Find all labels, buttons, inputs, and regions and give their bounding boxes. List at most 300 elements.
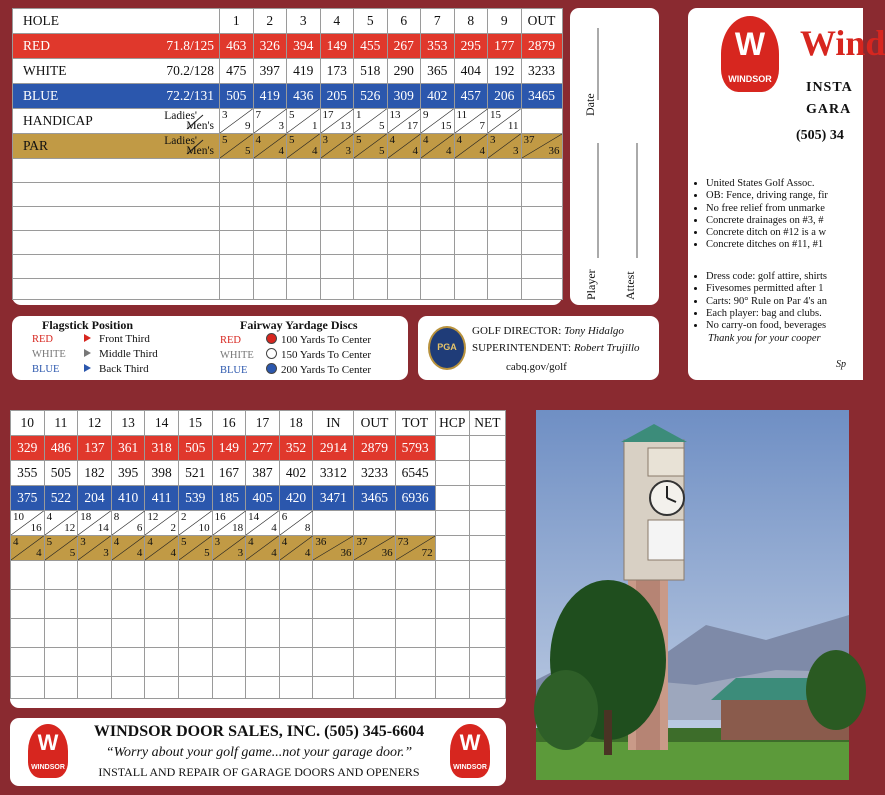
white-tee-label-cell bbox=[13, 59, 220, 84]
score-cell[interactable] bbox=[287, 207, 321, 231]
net-cell[interactable] bbox=[469, 486, 505, 511]
par-in-cell-ladies: 36 bbox=[315, 536, 327, 548]
score-cell[interactable] bbox=[320, 159, 354, 183]
score-cell[interactable] bbox=[421, 207, 455, 231]
score-cell[interactable] bbox=[246, 677, 280, 699]
score-cell[interactable] bbox=[220, 159, 254, 183]
score-cell[interactable] bbox=[354, 561, 395, 590]
back-par-row bbox=[11, 536, 506, 561]
score-cell[interactable] bbox=[220, 231, 254, 255]
score-cell[interactable] bbox=[435, 619, 469, 648]
disc-row bbox=[220, 333, 371, 348]
score-cell[interactable] bbox=[354, 255, 388, 279]
windsor-logo bbox=[721, 16, 779, 92]
blue-tee-row bbox=[13, 84, 563, 109]
score-cell[interactable] bbox=[220, 255, 254, 279]
blue-yardage: 539 bbox=[178, 486, 212, 511]
score-cell[interactable] bbox=[253, 279, 287, 300]
white-in-total: 3312 bbox=[313, 461, 354, 486]
hcp-cell[interactable] bbox=[435, 461, 469, 486]
score-cell[interactable] bbox=[435, 677, 469, 699]
score-cell[interactable] bbox=[521, 279, 562, 300]
pga-logo bbox=[428, 326, 466, 370]
score-cell[interactable] bbox=[387, 207, 421, 231]
white-yardage: 192 bbox=[488, 59, 522, 84]
red-yardage: 267 bbox=[387, 34, 421, 59]
score-cell[interactable] bbox=[313, 561, 354, 590]
score-cell[interactable] bbox=[387, 159, 421, 183]
net-cell[interactable] bbox=[469, 436, 505, 461]
score-cell[interactable] bbox=[11, 619, 45, 648]
score-cell[interactable] bbox=[220, 207, 254, 231]
par-mens-label: Men's bbox=[186, 144, 214, 157]
score-cell[interactable] bbox=[178, 590, 212, 619]
score-cell[interactable] bbox=[253, 159, 287, 183]
footer-logo-left-text: WINDSOR bbox=[31, 764, 65, 771]
score-row bbox=[13, 279, 563, 300]
par-cell-ladies: 4 bbox=[456, 134, 462, 146]
score-cell[interactable] bbox=[13, 231, 220, 255]
score-cell[interactable] bbox=[435, 590, 469, 619]
white-yardage: 505 bbox=[44, 461, 78, 486]
score-cell[interactable] bbox=[488, 207, 522, 231]
handicap-cell-mens: 8 bbox=[304, 522, 311, 534]
hole-number: 4 bbox=[320, 9, 354, 34]
score-cell[interactable] bbox=[246, 561, 280, 590]
score-cell[interactable] bbox=[287, 279, 321, 300]
score-cell[interactable] bbox=[78, 648, 112, 677]
hole-number: 8 bbox=[454, 9, 488, 34]
handicap-cell-ladies: 15 bbox=[490, 109, 501, 121]
score-cell[interactable] bbox=[78, 619, 112, 648]
score-cell[interactable] bbox=[11, 677, 45, 699]
score-cell[interactable] bbox=[387, 183, 421, 207]
par-in-cell bbox=[313, 536, 354, 561]
hole-number: 2 bbox=[253, 9, 287, 34]
handicap-label-cell bbox=[13, 109, 220, 134]
handicap-cell-ladies: 14 bbox=[248, 511, 260, 523]
score-cell[interactable] bbox=[488, 159, 522, 183]
score-cell[interactable] bbox=[454, 255, 488, 279]
score-cell[interactable] bbox=[320, 255, 354, 279]
score-cell[interactable] bbox=[454, 231, 488, 255]
par-cell-mens: 4 bbox=[278, 145, 284, 157]
score-cell[interactable] bbox=[246, 590, 280, 619]
blue-yardage: 505 bbox=[220, 84, 254, 109]
rule-item: • Fivesomes permitted after 1 bbox=[706, 283, 827, 295]
score-cell[interactable] bbox=[469, 619, 505, 648]
score-cell[interactable] bbox=[488, 255, 522, 279]
score-cell[interactable] bbox=[320, 231, 354, 255]
blue-yardage: 411 bbox=[145, 486, 179, 511]
white-tee-label: WHITE bbox=[23, 63, 67, 79]
director-label: GOLF DIRECTOR: bbox=[472, 325, 562, 337]
score-cell[interactable] bbox=[320, 183, 354, 207]
score-cell[interactable] bbox=[421, 231, 455, 255]
score-cell[interactable] bbox=[212, 561, 246, 590]
par-cell-ladies: 5 bbox=[180, 536, 187, 548]
white-yardage: 290 bbox=[387, 59, 421, 84]
score-cell[interactable] bbox=[395, 677, 435, 699]
hcp-cell[interactable] bbox=[435, 436, 469, 461]
back-blue-tee-row bbox=[11, 486, 506, 511]
score-cell[interactable] bbox=[44, 561, 78, 590]
score-cell[interactable] bbox=[220, 279, 254, 300]
score-cell[interactable] bbox=[354, 159, 388, 183]
score-cell[interactable] bbox=[354, 207, 388, 231]
score-cell[interactable] bbox=[253, 207, 287, 231]
par-cell bbox=[11, 536, 45, 561]
red-out-total: 2879 bbox=[354, 436, 395, 461]
white-out-total: 3233 bbox=[521, 59, 562, 84]
legend-panel bbox=[12, 316, 408, 380]
score-cell[interactable] bbox=[395, 561, 435, 590]
score-cell[interactable] bbox=[454, 207, 488, 231]
handicap-empty-cell bbox=[313, 511, 354, 536]
score-cell[interactable] bbox=[11, 648, 45, 677]
score-cell[interactable] bbox=[78, 561, 112, 590]
blue-in-total: 3471 bbox=[313, 486, 354, 511]
handicap-cell-mens: 12 bbox=[64, 522, 76, 534]
par-empty-cell bbox=[435, 536, 469, 561]
score-cell[interactable] bbox=[354, 677, 395, 699]
score-cell[interactable] bbox=[421, 255, 455, 279]
score-cell[interactable] bbox=[111, 619, 145, 648]
score-cell[interactable] bbox=[279, 561, 313, 590]
red-yardage: 505 bbox=[178, 436, 212, 461]
par-cell bbox=[253, 134, 287, 159]
rule-item: • Carts: 90° Rule on Par 4's an bbox=[706, 296, 827, 308]
blue-yardage: 419 bbox=[253, 84, 287, 109]
handicap-cell-ladies: 8 bbox=[113, 511, 120, 523]
score-cell[interactable] bbox=[354, 619, 395, 648]
handicap-cell bbox=[488, 109, 522, 134]
score-cell[interactable] bbox=[220, 183, 254, 207]
score-cell[interactable] bbox=[178, 561, 212, 590]
score-cell[interactable] bbox=[78, 590, 112, 619]
par-cell bbox=[421, 134, 455, 159]
par-cell-mens: 3 bbox=[237, 547, 244, 559]
disc-color: BLUE bbox=[220, 365, 248, 376]
white-yardage: 355 bbox=[11, 461, 45, 486]
score-cell[interactable] bbox=[454, 279, 488, 300]
flagstick-rows bbox=[32, 333, 158, 378]
score-cell[interactable] bbox=[13, 255, 220, 279]
par-label: PAR bbox=[23, 138, 49, 153]
score-cell[interactable] bbox=[395, 590, 435, 619]
score-row bbox=[11, 677, 506, 699]
par-out-cell bbox=[521, 134, 562, 159]
white-tee-row bbox=[13, 59, 563, 84]
score-cell[interactable] bbox=[521, 183, 562, 207]
hole-row bbox=[13, 9, 563, 34]
score-cell[interactable] bbox=[145, 619, 179, 648]
handicap-cell-mens: 9 bbox=[245, 120, 251, 132]
score-cell[interactable] bbox=[313, 648, 354, 677]
score-cell[interactable] bbox=[279, 677, 313, 699]
par-cell-ladies: 5 bbox=[289, 134, 295, 146]
par-cell-ladies: 4 bbox=[113, 536, 120, 548]
blue-yardage: 410 bbox=[111, 486, 145, 511]
score-cell[interactable] bbox=[421, 279, 455, 300]
pga-logo-text: PGA bbox=[437, 342, 457, 352]
score-cell[interactable] bbox=[488, 279, 522, 300]
red-tee-rating: 71.8/125 bbox=[166, 38, 214, 54]
red-yardage: 318 bbox=[145, 436, 179, 461]
score-cell[interactable] bbox=[178, 677, 212, 699]
score-cell[interactable] bbox=[287, 183, 321, 207]
par-ladies-label: Ladies' bbox=[164, 135, 197, 147]
handicap-cell-mens: 3 bbox=[278, 120, 284, 132]
score-cell[interactable] bbox=[246, 648, 280, 677]
white-yardage: 398 bbox=[145, 461, 179, 486]
blue-tee-label-cell bbox=[13, 84, 220, 109]
handicap-cell-ladies: 6 bbox=[281, 511, 288, 523]
par-cell-mens: 4 bbox=[136, 547, 143, 559]
score-cell[interactable] bbox=[279, 648, 313, 677]
par-cell-mens: 3 bbox=[513, 145, 519, 157]
score-cell[interactable] bbox=[287, 159, 321, 183]
handicap-cell-mens: 14 bbox=[97, 522, 109, 534]
par-cell bbox=[287, 134, 321, 159]
score-cell[interactable] bbox=[354, 590, 395, 619]
score-cell[interactable] bbox=[435, 561, 469, 590]
score-cell[interactable] bbox=[178, 619, 212, 648]
par-cell-mens: 5 bbox=[245, 145, 251, 157]
score-cell[interactable] bbox=[145, 590, 179, 619]
white-yardage: 475 bbox=[220, 59, 254, 84]
handicap-cell-ladies: 11 bbox=[456, 109, 468, 121]
par-in-cell-mens: 36 bbox=[340, 547, 352, 559]
score-cell[interactable] bbox=[253, 183, 287, 207]
par-tot-cell-ladies: 73 bbox=[397, 536, 409, 548]
hole-number: 10 bbox=[11, 411, 45, 436]
score-cell[interactable] bbox=[469, 677, 505, 699]
score-cell[interactable] bbox=[212, 619, 246, 648]
blue-tot-total: 6936 bbox=[395, 486, 435, 511]
rule-item: • No free relief from unmarke bbox=[706, 203, 828, 215]
hole-number: 15 bbox=[178, 411, 212, 436]
red-out-total: 2879 bbox=[521, 34, 562, 59]
score-cell[interactable] bbox=[145, 561, 179, 590]
hole-number: 14 bbox=[145, 411, 179, 436]
par-cell-ladies: 5 bbox=[356, 134, 362, 146]
score-cell[interactable] bbox=[354, 279, 388, 300]
score-cell[interactable] bbox=[13, 279, 220, 300]
par-cell-ladies: 4 bbox=[248, 536, 254, 548]
par-cell bbox=[220, 134, 254, 159]
score-cell[interactable] bbox=[320, 279, 354, 300]
flagstick-text: Back Third bbox=[99, 363, 149, 375]
handicap-cell bbox=[320, 109, 354, 134]
score-cell[interactable] bbox=[279, 590, 313, 619]
back-red-tee-row bbox=[11, 436, 506, 461]
score-cell[interactable] bbox=[111, 648, 145, 677]
flag-icon bbox=[84, 334, 91, 342]
score-cell[interactable] bbox=[212, 677, 246, 699]
score-cell[interactable] bbox=[313, 619, 354, 648]
handicap-cell-ladies: 9 bbox=[423, 109, 429, 121]
score-cell[interactable] bbox=[354, 183, 388, 207]
score-cell[interactable] bbox=[287, 255, 321, 279]
score-row bbox=[13, 207, 563, 231]
score-cell[interactable] bbox=[253, 231, 287, 255]
flagstick-row bbox=[32, 363, 158, 378]
back-handicap-row bbox=[11, 511, 506, 536]
score-cell[interactable] bbox=[111, 561, 145, 590]
score-cell[interactable] bbox=[454, 159, 488, 183]
white-yardage: 419 bbox=[287, 59, 321, 84]
footer-ad bbox=[10, 718, 506, 786]
red-tee-rating-wrap bbox=[13, 39, 219, 53]
par-cell-ladies: 4 bbox=[423, 134, 429, 146]
score-cell[interactable] bbox=[387, 231, 421, 255]
golf-director bbox=[472, 325, 624, 337]
hole-number: 9 bbox=[488, 9, 522, 34]
par-cell-mens: 4 bbox=[312, 145, 318, 157]
blue-tee-rating-wrap bbox=[13, 89, 219, 103]
score-cell[interactable] bbox=[421, 183, 455, 207]
blue-yardage: 204 bbox=[78, 486, 112, 511]
score-cell[interactable] bbox=[78, 677, 112, 699]
rule-item: • Concrete ditch on #12 is a w bbox=[706, 227, 828, 239]
par-cell-mens: 5 bbox=[204, 547, 210, 559]
score-cell[interactable] bbox=[395, 648, 435, 677]
par-cell bbox=[111, 536, 145, 561]
white-out-total: 3233 bbox=[354, 461, 395, 486]
score-cell[interactable] bbox=[287, 231, 321, 255]
flagstick-color: WHITE bbox=[32, 349, 66, 360]
score-cell[interactable] bbox=[13, 159, 220, 183]
blue-tee-label: BLUE bbox=[23, 88, 59, 104]
disc-text: 100 Yards To Center bbox=[281, 334, 372, 346]
par-cell-ladies: 4 bbox=[389, 134, 395, 146]
blue-yardage: 309 bbox=[387, 84, 421, 109]
red-yardage: 177 bbox=[488, 34, 522, 59]
score-cell[interactable] bbox=[11, 561, 45, 590]
score-cell[interactable] bbox=[44, 677, 78, 699]
date-label: Date bbox=[583, 93, 597, 116]
rule-item: • Concrete drainages on #3, # bbox=[706, 215, 828, 227]
score-cell[interactable] bbox=[246, 619, 280, 648]
flagstick-color: BLUE bbox=[32, 364, 60, 375]
score-cell[interactable] bbox=[212, 648, 246, 677]
handicap-cell-ladies: 1 bbox=[356, 109, 362, 121]
score-cell[interactable] bbox=[435, 648, 469, 677]
score-cell[interactable] bbox=[145, 648, 179, 677]
par-cell-ladies: 5 bbox=[46, 536, 53, 548]
handicap-cell bbox=[212, 511, 246, 536]
par-cell bbox=[212, 536, 246, 561]
score-cell[interactable] bbox=[521, 159, 562, 183]
score-cell[interactable] bbox=[488, 183, 522, 207]
hcp-cell[interactable] bbox=[435, 486, 469, 511]
white-yardage: 404 bbox=[454, 59, 488, 84]
flagstick-row bbox=[32, 348, 158, 363]
score-cell[interactable] bbox=[313, 590, 354, 619]
score-cell[interactable] bbox=[521, 255, 562, 279]
score-cell[interactable] bbox=[454, 183, 488, 207]
score-cell[interactable] bbox=[395, 619, 435, 648]
score-cell[interactable] bbox=[354, 648, 395, 677]
score-row bbox=[13, 255, 563, 279]
par-cell bbox=[279, 536, 313, 561]
par-row bbox=[13, 134, 563, 159]
score-cell[interactable] bbox=[320, 207, 354, 231]
score-cell[interactable] bbox=[212, 590, 246, 619]
rule-item: • Dress code: golf attire, shirts bbox=[706, 271, 827, 283]
score-cell[interactable] bbox=[313, 677, 354, 699]
score-cell[interactable] bbox=[469, 590, 505, 619]
score-cell[interactable] bbox=[13, 207, 220, 231]
footer-company: WINDSOR DOOR SALES, INC. (505) 345-6604 bbox=[93, 723, 425, 740]
hole-number: 3 bbox=[287, 9, 321, 34]
handicap-cell-mens: 13 bbox=[340, 120, 351, 132]
par-out-cell-ladies: 37 bbox=[523, 134, 535, 146]
handicap-cell-ladies: 4 bbox=[46, 511, 53, 523]
handicap-cell bbox=[246, 511, 280, 536]
flagstick-color: RED bbox=[32, 334, 53, 345]
score-cell[interactable] bbox=[11, 590, 45, 619]
score-cell[interactable] bbox=[521, 231, 562, 255]
hole-number: 1 bbox=[220, 9, 254, 34]
player-label: Player bbox=[584, 269, 598, 300]
blue-yardage: 420 bbox=[279, 486, 313, 511]
score-cell[interactable] bbox=[387, 279, 421, 300]
score-row bbox=[13, 231, 563, 255]
net-cell[interactable] bbox=[469, 461, 505, 486]
score-cell[interactable] bbox=[521, 207, 562, 231]
red-yardage: 463 bbox=[220, 34, 254, 59]
score-cell[interactable] bbox=[354, 231, 388, 255]
score-cell[interactable] bbox=[387, 255, 421, 279]
score-cell[interactable] bbox=[111, 677, 145, 699]
score-cell[interactable] bbox=[469, 648, 505, 677]
score-cell[interactable] bbox=[488, 231, 522, 255]
score-row bbox=[11, 590, 506, 619]
handicap-empty-cell bbox=[354, 511, 395, 536]
signature-panel bbox=[570, 8, 659, 305]
score-cell[interactable] bbox=[44, 590, 78, 619]
par-cell bbox=[354, 134, 388, 159]
par-cell-mens: 5 bbox=[69, 547, 76, 559]
score-cell[interactable] bbox=[13, 183, 220, 207]
score-cell[interactable] bbox=[111, 590, 145, 619]
score-cell[interactable] bbox=[469, 561, 505, 590]
score-cell[interactable] bbox=[145, 677, 179, 699]
red-yardage: 295 bbox=[454, 34, 488, 59]
score-cell[interactable] bbox=[44, 648, 78, 677]
website-link[interactable]: cabq.gov/golf bbox=[506, 361, 567, 373]
score-cell[interactable] bbox=[178, 648, 212, 677]
handicap-cell-mens: 2 bbox=[170, 522, 176, 534]
score-cell[interactable] bbox=[421, 159, 455, 183]
blue-yardage: 205 bbox=[320, 84, 354, 109]
blue-yardage: 405 bbox=[246, 486, 280, 511]
disc-color: WHITE bbox=[220, 350, 254, 361]
red-yardage: 361 bbox=[111, 436, 145, 461]
rule-item: • Concrete ditches on #11, #1 bbox=[706, 239, 828, 251]
par-out-cell bbox=[354, 536, 395, 561]
red-yardage: 329 bbox=[11, 436, 45, 461]
score-cell[interactable] bbox=[279, 619, 313, 648]
score-cell[interactable] bbox=[253, 255, 287, 279]
score-cell[interactable] bbox=[44, 619, 78, 648]
footer-service: INSTALL AND REPAIR OF GARAGE DOORS AND OPENERS bbox=[98, 765, 420, 779]
par-cell-mens: 4 bbox=[446, 145, 452, 157]
footer-logo-right bbox=[450, 724, 490, 778]
back-nine-scorecard bbox=[10, 410, 506, 708]
